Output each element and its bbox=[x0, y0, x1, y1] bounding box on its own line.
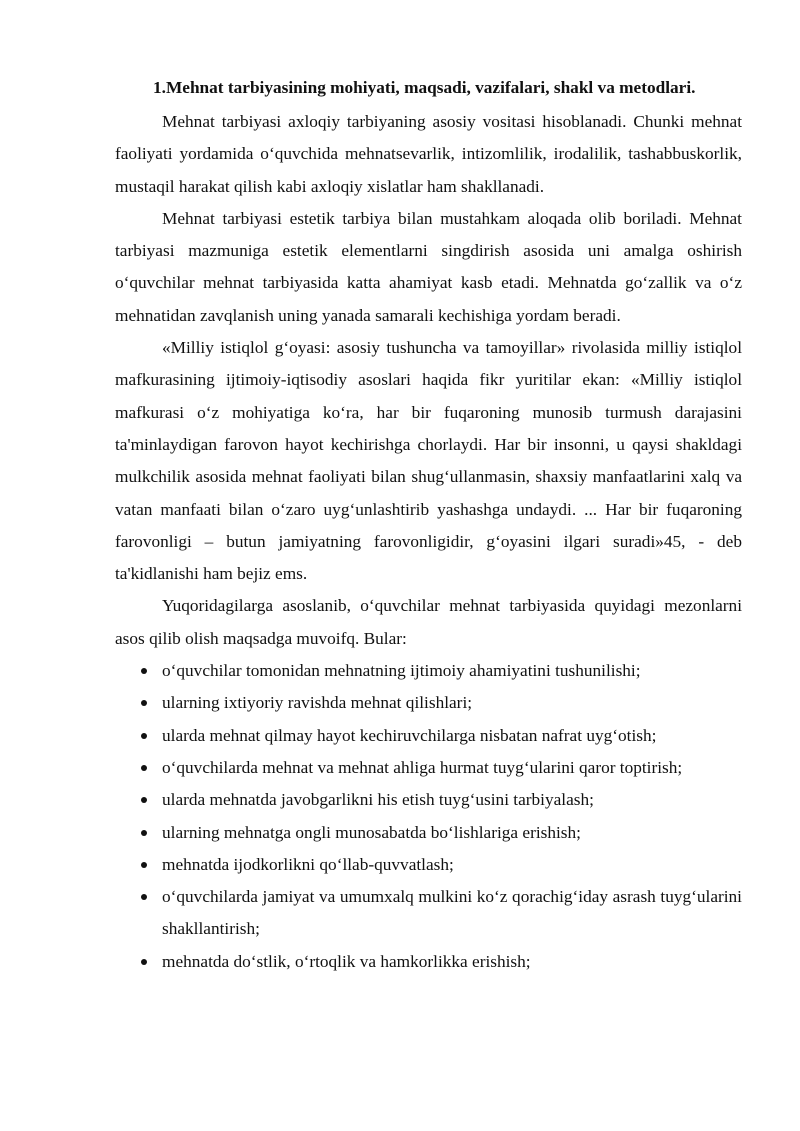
list-item bbox=[115, 946, 742, 978]
list-item-text: mehnatda ijodkorlikni qoʻllab-quvvatlash; bbox=[162, 854, 454, 874]
list-item bbox=[115, 720, 742, 752]
list-item-text: ularning ixtiyoriy ravishda mehnat qilishlari; bbox=[162, 693, 473, 713]
paragraph-1: Mehnat tarbiyasi axloqiy tarbiyaning asosiy vositasi hisoblanadi. Chunki mehnat faoliyati yordamida oʻquvchida mehnatsevarlik, intizomlilik, irodalilik, tashabbuskorlik, mustaqil harakat qilish kabi axloqiy xislatlar ham shakllanadi. bbox=[115, 112, 742, 196]
bullet-icon bbox=[141, 700, 147, 706]
list-item bbox=[115, 881, 742, 946]
paragraph-2: Mehnat tarbiyasi estetik tarbiya bilan mustahkam aloqada olib boriladi. Mehnat tarbiyasi mazmuniga estetik elementlarni singdirish asosida uni amalga oshirish oʻquvchilar mehnat tarbiyasida katta ahamiyat kasb etadi. Mehnatda goʻzallik va oʻz mehnatidan zavqlanish uning yanada samarali kechishiga yordam beradi. bbox=[115, 208, 742, 325]
list-item bbox=[115, 817, 742, 849]
list-item bbox=[115, 849, 742, 881]
list-item-text: oʻquvchilar tomonidan mehnatning ijtimoiy ahamiyatini tushunilishi; bbox=[162, 661, 641, 681]
section-heading: 1.Mehnat tarbiyasining mohiyati, maqsadi, vazifalari, shakl va metodlari. bbox=[153, 78, 696, 97]
list-item bbox=[115, 784, 742, 816]
list-item-text: ularda mehnatda javobgarlikni his etish tuygʻusini tarbiyalash; bbox=[162, 790, 594, 810]
bullet-icon bbox=[141, 862, 147, 868]
list-item bbox=[115, 687, 742, 719]
bullet-icon bbox=[141, 894, 147, 900]
list-item-text: ularning mehnatga ongli munosabatda boʻlishlariga erishish; bbox=[162, 822, 581, 842]
paragraph-4: Yuqoridagilarga asoslanib, oʻquvchilar mehnat tarbiyasida quyidagi mezonlarni asos qilib olish maqsadga muvoifq. Bular: bbox=[115, 596, 742, 648]
bullet-icon bbox=[141, 830, 147, 836]
paragraph-3: «Milliy istiqlol gʻoyasi: asosiy tushuncha va tamoyillar» rivolasida milliy istiqlol mafkurasining ijtimoiy-iqtisodiy asoslari haqida fikr yuritilar ekan: «Milliy istiqlol mafkurasi oʻz mohiyatiga koʻra, har bir fuqaroning munosib turmush darajasini ta'minlaydigan farovon hayot kechirishga chorlaydi. Har bir insonni, u qaysi shakldagi mulkchilik asosida mehnat faoliyati bilan shugʻullanmasin, shaxsiy manfaatlarini xalq va vatan manfaati bilan oʻzaro uygʻunlashtirib yashashga undaydi. ... Har bir fuqaroning farovonligi – butun jamiyatning farovonligidir, gʻoyasini ilgari suradi»45, - deb ta'kidlanishi ham bejiz ems. bbox=[115, 338, 742, 584]
bullet-icon bbox=[141, 765, 147, 771]
page-content bbox=[115, 70, 742, 978]
bullet-icon bbox=[141, 959, 147, 965]
bullet-icon bbox=[141, 668, 147, 674]
list-item-text: oʻquvchilarda jamiyat va umumxalq mulkini koʻz qorachigʻiday asrash tuygʻularini shakllantirish; bbox=[162, 887, 742, 939]
criteria-list bbox=[115, 655, 742, 978]
list-item bbox=[115, 752, 742, 784]
list-item bbox=[115, 655, 742, 687]
list-item-text: oʻquvchilarda mehnat va mehnat ahliga hurmat tuygʻularini qaror toptirish; bbox=[162, 757, 683, 777]
bullet-icon bbox=[141, 733, 147, 739]
list-item-text: mehnatda doʻstlik, oʻrtoqlik va hamkorlikka erishish; bbox=[162, 951, 531, 971]
bullet-icon bbox=[141, 797, 147, 803]
list-item-text: ularda mehnat qilmay hayot kechiruvchilarga nisbatan nafrat uygʻotish; bbox=[162, 725, 657, 745]
